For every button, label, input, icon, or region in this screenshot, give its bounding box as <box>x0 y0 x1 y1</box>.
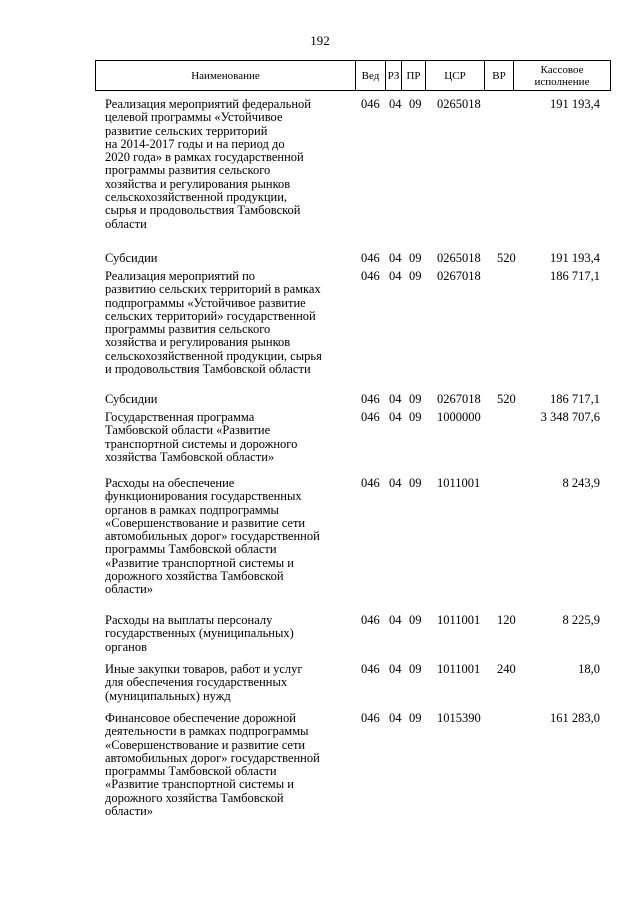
row-csr: 0265018 <box>437 251 481 265</box>
row-name: Реализация мероприятий по развитию сельских территорий в рамках подпрограммы «Устойчивое развитие сельских территорий» государственной программы развития сельского хозяйства и регулирования рынков сельскохозяйственной продукции, сырья и продовольствия Тамбовской области <box>105 269 322 377</box>
row-ved: 046 <box>361 251 380 265</box>
row-name: Субсидии <box>105 251 158 265</box>
row-sum: 8 225,9 <box>562 613 600 627</box>
row-vr: 520 <box>497 251 516 265</box>
row-sum: 3 348 707,6 <box>540 410 600 424</box>
page-number: 192 <box>310 33 330 48</box>
row-csr: 1011001 <box>437 613 481 627</box>
row-pr: 09 <box>409 251 422 265</box>
row-rz: 04 <box>389 392 402 406</box>
row-ved: 046 <box>361 410 380 424</box>
row-rz: 04 <box>389 476 402 490</box>
row-ved: 046 <box>361 662 380 676</box>
row-name: Расходы на обеспечение функционирования государственных органов в рамках подпрограммы «Совершенствование и развитие сети автомобильных дорог» государственной программы Тамбовской области «Развитие транспортной системы и дорожного хозяйства Тамбовской области» <box>105 476 320 597</box>
row-rz: 04 <box>389 662 402 676</box>
row-csr: 1000000 <box>437 410 481 424</box>
row-csr: 1015390 <box>437 711 481 725</box>
row-vr: 520 <box>497 392 516 406</box>
row-sum: 8 243,9 <box>562 476 600 490</box>
row-ved: 046 <box>361 97 380 111</box>
header-vr: ВР <box>484 61 513 90</box>
row-name: Расходы на выплаты персоналу государственных (муниципальных) органов <box>105 613 294 654</box>
row-sum: 161 283,0 <box>550 711 600 725</box>
header-csr: ЦСР <box>425 61 484 90</box>
row-sum: 186 717,1 <box>550 392 600 406</box>
row-ved: 046 <box>361 613 380 627</box>
row-name: Субсидии <box>105 392 158 406</box>
row-csr: 0267018 <box>437 269 481 283</box>
row-name: Финансовое обеспечение дорожной деятельности в рамках подпрограммы «Совершенствование и развитие сети автомобильных дорог» государственной программы Тамбовской области «Развитие транспортной системы и дорожного хозяйства Тамбовской области» <box>105 711 320 819</box>
row-name: Государственная программа Тамбовской области «Развитие транспортной системы и дорожного хозяйства Тамбовской области» <box>105 410 298 464</box>
row-pr: 09 <box>409 711 422 725</box>
row-pr: 09 <box>409 97 422 111</box>
row-pr: 09 <box>409 410 422 424</box>
table-header <box>95 60 611 91</box>
row-rz: 04 <box>389 613 402 627</box>
row-ved: 046 <box>361 392 380 406</box>
header-name: Наименование <box>191 69 260 82</box>
row-rz: 04 <box>389 269 402 283</box>
row-pr: 09 <box>409 269 422 283</box>
header-ved: Вед <box>355 61 385 90</box>
row-pr: 09 <box>409 613 422 627</box>
row-rz: 04 <box>389 711 402 725</box>
row-vr: 120 <box>497 613 516 627</box>
row-csr: 0265018 <box>437 97 481 111</box>
row-csr: 0267018 <box>437 392 481 406</box>
row-sum: 191 193,4 <box>550 97 600 111</box>
row-pr: 09 <box>409 392 422 406</box>
row-sum: 18,0 <box>578 662 600 676</box>
row-sum: 186 717,1 <box>550 269 600 283</box>
row-rz: 04 <box>389 97 402 111</box>
row-csr: 1011001 <box>437 662 481 676</box>
row-sum: 191 193,4 <box>550 251 600 265</box>
row-ved: 046 <box>361 269 380 283</box>
header-pr: ПР <box>401 61 425 90</box>
row-rz: 04 <box>389 410 402 424</box>
row-pr: 09 <box>409 476 422 490</box>
row-name: Иные закупки товаров, работ и услуг для обеспечения государственных (муниципальных) нужд <box>105 662 303 703</box>
row-vr: 240 <box>497 662 516 676</box>
header-rz: РЗ <box>385 61 401 90</box>
row-name: Реализация мероприятий федеральной целевой программы «Устойчивое развитие сельских территорий на 2014-2017 годы и на период до 2020 года» в рамках государственной программы развития сельского хозяйства и регулирования рынков сельскохозяйственной продукции, сырья и продовольствия Тамбовской области <box>105 97 311 231</box>
row-pr: 09 <box>409 662 422 676</box>
row-ved: 046 <box>361 476 380 490</box>
row-ved: 046 <box>361 711 380 725</box>
header-sum: Кассовое исполнение <box>513 61 610 90</box>
row-rz: 04 <box>389 251 402 265</box>
row-csr: 1011001 <box>437 476 481 490</box>
